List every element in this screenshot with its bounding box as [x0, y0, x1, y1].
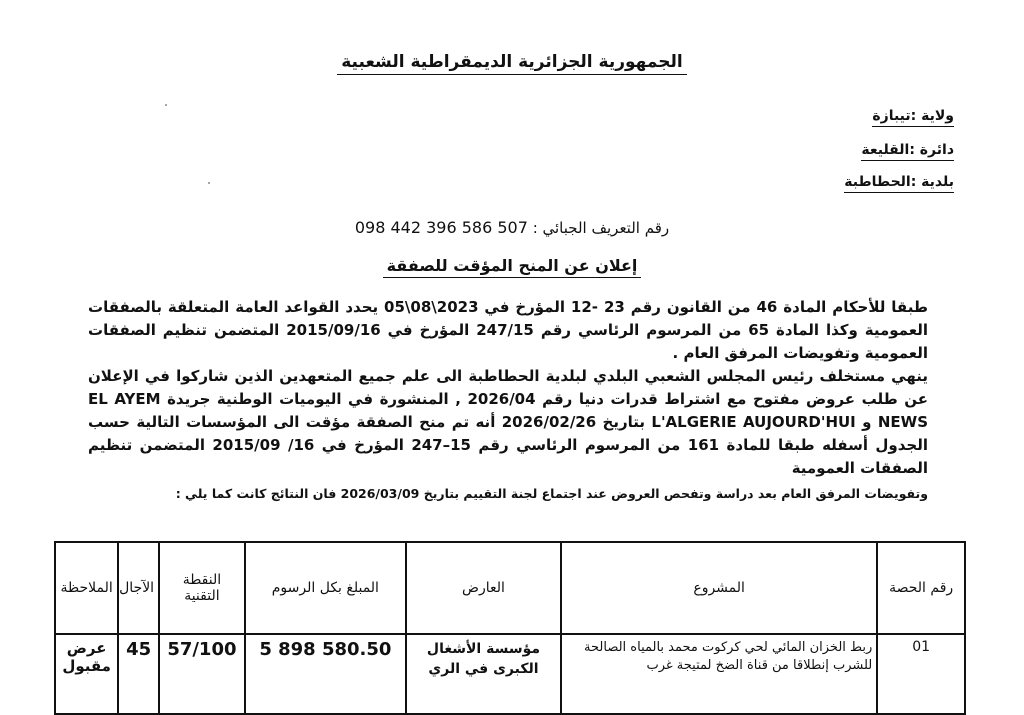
results-table: [54, 541, 966, 715]
scan-speck: [208, 182, 210, 184]
paragraph-evaluation: وتفويضات المرفق العام بعد دراسة وتفحص العروض عند اجتماع لجنة التقييم بتاريخ 2026/03/09 فان النتائج كانت كما يلي :: [175, 486, 928, 501]
header-delay: الآجال: [118, 542, 159, 634]
header-bidder: العارض: [406, 542, 561, 634]
header-lot: رقم الحصة: [877, 542, 965, 634]
header-baladia: بلدية :الحطاطبة: [844, 174, 954, 190]
scan-speck: [165, 104, 167, 106]
header-daira: دائرة :القليعة: [861, 142, 954, 158]
tax-id-line: [0, 218, 1024, 237]
announcement-body: [88, 296, 928, 480]
table-header-row: [55, 542, 965, 634]
cell-project: ربط الخزان المائي لحي كركوت محمد بالمياه الصالحة للشرب إنطلاقا من قناة الضخ لمتيجة غرب: [561, 634, 877, 714]
header-project: المشروع: [561, 542, 877, 634]
announcement-subtitle: إعلان عن المنح المؤقت للصفقة: [0, 256, 1024, 275]
document-title: [0, 52, 1024, 72]
cell-lot: 01: [877, 634, 965, 714]
cell-score: 57/100: [159, 634, 245, 714]
cell-bidder: مؤسسة الأشغال الكبرى في الري: [406, 634, 561, 714]
header-wilaya: ولاية :تيبازة: [872, 108, 954, 124]
republic-title: الجمهورية الجزائرية الديمقراطية الشعبية: [337, 52, 687, 75]
header-score: النقطة التقنية: [159, 542, 245, 634]
cell-amount: 5 898 580.50: [245, 634, 406, 714]
cell-delay: 45: [118, 634, 159, 714]
table-row: [55, 634, 965, 714]
tax-id-value: 098 442 396 586 507: [354, 218, 528, 237]
paragraph-legal-basis: طبقا للأحكام المادة 46 من القانون رقم 23 -12 المؤرخ في 2023\08\05 يحدد القواعد العامة المتعلقة بالصفقات العمومية وكذا المادة 65 من المرسوم الرئاسي رقم 247/15 المؤرخ في 2015/09/16 المتضمن تنظيم الصفقات العمومية وتفويضات المرفق العام .: [88, 298, 928, 362]
tax-id-label: رقم التعريف الجبائي :: [532, 219, 670, 237]
paragraph-award-notice: ينهي مستخلف رئيس المجلس الشعبي البلدي لبلدية الحطاطبة الى علم جميع المتعهدين الذين شاركوا في الإعلان عن طلب عروض مفتوح مع اشتراط قدرات دنيا رقم 2026/04 , المنشورة في اليوميات الوطنية جريدة EL AYEM NEWS و L'ALGERIE AUJOURD'HUI بتاريخ 2026/02/26 أنه تم منح الصفقة مؤقت الى المؤسسات التالية حسب الجدول أسفله طبقا للمادة 161 من المرسوم الرئاسي رقم 15–247 المؤرخ في 16/ 2015/09 المتضمن تنظيم الصفقات العمومية: [88, 367, 928, 477]
header-note: الملاحظة: [55, 542, 118, 634]
header-amount: المبلغ بكل الرسوم: [245, 542, 406, 634]
cell-note: عرض مقبول: [55, 634, 118, 714]
